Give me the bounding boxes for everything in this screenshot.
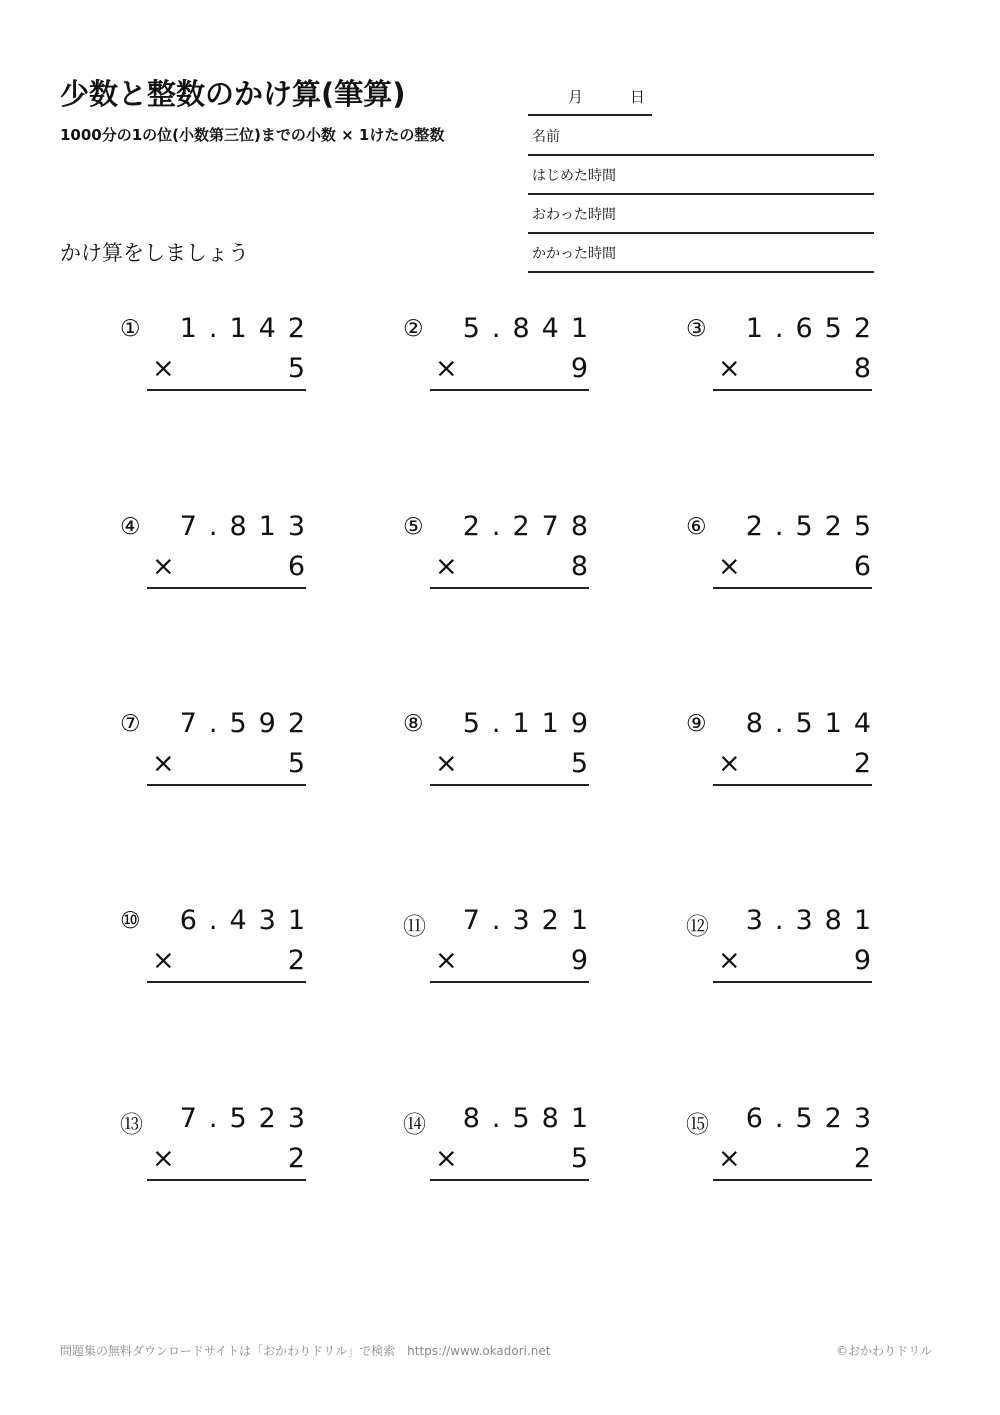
times-sign: ×: [718, 945, 741, 976]
multiplier: 2: [853, 748, 871, 779]
answer-line: [430, 784, 589, 786]
answer-line: [147, 981, 306, 983]
elapsed-time-field: [528, 233, 874, 273]
answer-line: [147, 389, 306, 391]
problem-number: ①: [120, 316, 141, 342]
footer-copyright: ©おかわりドリル: [835, 1344, 932, 1358]
multiplier: 9: [853, 945, 871, 976]
problem-item: [120, 905, 317, 985]
worksheet-subtitle: 1000分の1の位(小数第三位)までの小数 × 1けたの整数: [60, 126, 445, 144]
multiplier: 9: [570, 353, 588, 384]
answer-line: [430, 1179, 589, 1181]
elapsed-time-label: かかった時間: [532, 246, 616, 262]
worksheet-title: 少数と整数のかけ算(筆算): [60, 77, 406, 111]
multiplicand: 3.381: [745, 905, 883, 936]
problem-number: ②: [403, 316, 424, 342]
times-sign: ×: [718, 1143, 741, 1174]
multiplier: 5: [287, 748, 305, 779]
end-time-field: [528, 194, 874, 234]
problem-item: [403, 511, 600, 591]
problem-number: ⑨: [686, 711, 707, 737]
footer-site-info: 問題集の無料ダウンロードサイトは「おかわりドリル」で検索 https://www.okadori.net: [60, 1344, 551, 1358]
instruction-text: かけ算をしましょう: [60, 241, 249, 265]
answer-line: [713, 389, 872, 391]
multiplicand: 6.523: [745, 1103, 883, 1134]
times-sign: ×: [152, 551, 175, 582]
problem-item: [686, 905, 883, 985]
answer-line: [147, 587, 306, 589]
day-label: 日: [630, 88, 646, 106]
problem-number: ③: [686, 316, 707, 342]
problem-number: ⑤: [403, 514, 424, 540]
multiplier: 2: [853, 1143, 871, 1174]
times-sign: ×: [435, 353, 458, 384]
problem-item: [120, 511, 317, 591]
times-sign: ×: [152, 748, 175, 779]
start-time-label: はじめた時間: [532, 168, 616, 184]
month-label: 月: [568, 88, 584, 106]
times-sign: ×: [435, 945, 458, 976]
answer-line: [147, 1179, 306, 1181]
multiplier: 2: [287, 945, 305, 976]
problem-number: ⑬: [120, 1112, 143, 1138]
problem-number: ⑪: [403, 914, 426, 940]
multiplicand: 7.592: [179, 708, 317, 739]
answer-line: [430, 981, 589, 983]
multiplier: 5: [570, 748, 588, 779]
multiplier: 8: [570, 551, 588, 582]
multiplicand: 6.431: [179, 905, 317, 936]
problem-item: [686, 708, 883, 788]
multiplier: 8: [853, 353, 871, 384]
date-field: [528, 80, 652, 116]
multiplicand: 1.652: [745, 313, 883, 344]
multiplier: 6: [287, 551, 305, 582]
multiplicand: 5.119: [462, 708, 600, 739]
multiplicand: 8.581: [462, 1103, 600, 1134]
times-sign: ×: [152, 1143, 175, 1174]
multiplier: 2: [287, 1143, 305, 1174]
problem-number: ⑥: [686, 514, 707, 540]
times-sign: ×: [718, 353, 741, 384]
name-label: 名前: [532, 129, 560, 145]
problem-item: [686, 313, 883, 393]
name-field: [528, 116, 874, 156]
problem-number: ⑩: [120, 908, 141, 934]
multiplier: 5: [287, 353, 305, 384]
times-sign: ×: [152, 353, 175, 384]
problem-item: [686, 1103, 883, 1183]
answer-line: [147, 784, 306, 786]
answer-line: [713, 1179, 872, 1181]
problem-number: ⑮: [686, 1112, 709, 1138]
multiplicand: 8.514: [745, 708, 883, 739]
problem-item: [120, 708, 317, 788]
problem-number: ⑧: [403, 711, 424, 737]
start-time-field: [528, 155, 874, 195]
problem-item: [403, 313, 600, 393]
multiplier: 9: [570, 945, 588, 976]
multiplicand: 7.523: [179, 1103, 317, 1134]
times-sign: ×: [152, 945, 175, 976]
multiplicand: 7.813: [179, 511, 317, 542]
problem-number: ⑦: [120, 711, 141, 737]
multiplier: 6: [853, 551, 871, 582]
answer-line: [713, 981, 872, 983]
times-sign: ×: [435, 1143, 458, 1174]
answer-line: [713, 784, 872, 786]
end-time-label: おわった時間: [532, 207, 616, 223]
times-sign: ×: [718, 551, 741, 582]
times-sign: ×: [435, 551, 458, 582]
multiplicand: 5.841: [462, 313, 600, 344]
problem-number: ⑭: [403, 1112, 426, 1138]
answer-line: [430, 587, 589, 589]
problem-item: [403, 708, 600, 788]
problem-item: [686, 511, 883, 591]
answer-line: [713, 587, 872, 589]
multiplicand: 7.321: [462, 905, 600, 936]
problem-item: [403, 1103, 600, 1183]
problem-number: ⑫: [686, 914, 709, 940]
times-sign: ×: [435, 748, 458, 779]
problem-item: [120, 1103, 317, 1183]
multiplicand: 2.525: [745, 511, 883, 542]
answer-line: [430, 389, 589, 391]
multiplicand: 1.142: [179, 313, 317, 344]
multiplicand: 2.278: [462, 511, 600, 542]
multiplier: 5: [570, 1143, 588, 1174]
problem-number: ④: [120, 514, 141, 540]
problem-item: [403, 905, 600, 985]
times-sign: ×: [718, 748, 741, 779]
problem-item: [120, 313, 317, 393]
